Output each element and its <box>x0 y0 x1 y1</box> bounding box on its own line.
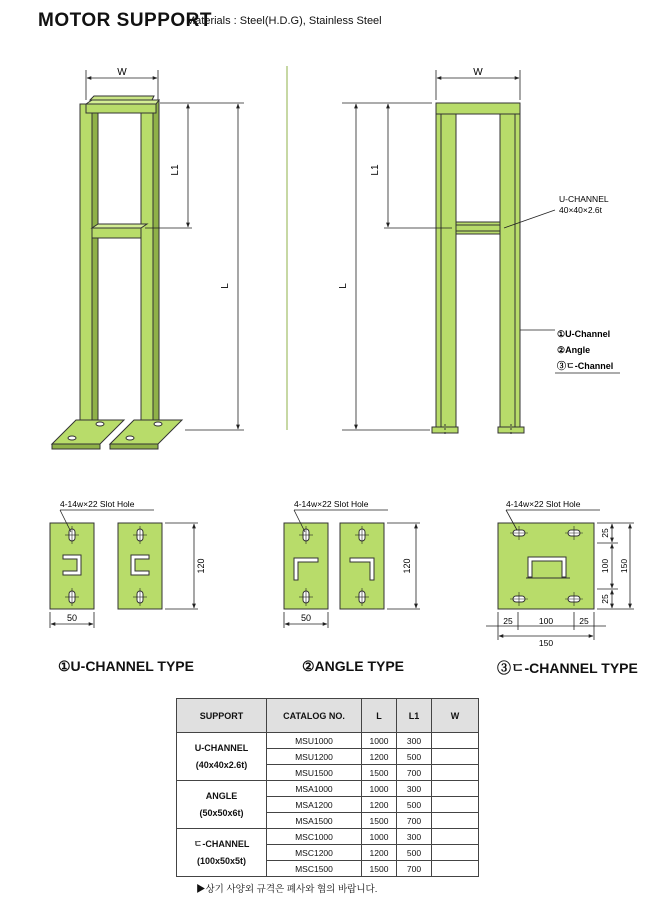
legend-item-2: ②Angle <box>557 345 591 355</box>
side-view <box>432 103 524 434</box>
cell-l1: 500 <box>397 797 432 813</box>
cell-l: 1500 <box>362 765 397 781</box>
group-spec: (40x40x2.6t) <box>195 759 248 770</box>
cell-l: 1200 <box>362 749 397 765</box>
group-name: ANGLE <box>205 790 238 801</box>
u-channel-detail <box>50 523 162 609</box>
footnote: ▶상기 사양외 규격은 폐사와 협의 바랍니다. <box>196 884 378 895</box>
page-title: MOTOR SUPPORT <box>38 10 212 31</box>
cell-catalog: MSU1500 <box>267 765 362 781</box>
c-dim-center: 100 <box>538 616 554 626</box>
angle-detail <box>284 523 384 609</box>
side-l1-label: L1 <box>370 164 381 176</box>
cell-catalog: MSU1000 <box>267 733 362 749</box>
front-view <box>52 96 182 449</box>
cell-l1: 500 <box>397 845 432 861</box>
cell-l1: 300 <box>397 781 432 797</box>
table-row <box>177 733 479 749</box>
cell-l1: 700 <box>397 765 432 781</box>
cell-l1: 300 <box>397 733 432 749</box>
table-header-row <box>177 699 479 733</box>
cell-l1: 700 <box>397 813 432 829</box>
materials-label: Materials : Steel(H.D.G), Stainless Steel <box>186 15 382 27</box>
catalog-table <box>176 698 479 877</box>
header-support: SUPPORT <box>177 699 267 733</box>
c-channel-type-title: ③ㄷ-CHANNEL TYPE <box>497 660 638 676</box>
u-height-dim: 120 <box>196 558 206 574</box>
cell-l: 1000 <box>362 829 397 845</box>
u-channel-callout-name: U-CHANNEL <box>559 194 609 204</box>
cell-l: 1000 <box>362 781 397 797</box>
group-spec: (100x50x5t) <box>196 855 247 866</box>
cell-l: 1500 <box>362 813 397 829</box>
cell-catalog: MSC1000 <box>267 829 362 845</box>
c-channel-detail <box>498 523 594 609</box>
cell-l: 1200 <box>362 845 397 861</box>
cell-w <box>432 733 479 749</box>
cell-w <box>432 749 479 765</box>
angle-width-dim: 50 <box>300 613 312 623</box>
angle-type-title: ②ANGLE TYPE <box>302 658 405 674</box>
header-l1: L1 <box>397 699 432 733</box>
group-angle <box>177 781 267 829</box>
front-w-label: W <box>117 67 127 78</box>
c-slot-hole-label: 4-14w×22 Slot Hole <box>506 499 581 509</box>
legend-item-1: ①U-Channel <box>557 329 611 339</box>
u-width-dim: 50 <box>66 613 78 623</box>
c-dim-top: 25 <box>600 528 610 538</box>
cell-catalog: MSA1500 <box>267 813 362 829</box>
cell-l: 1500 <box>362 861 397 877</box>
cell-w <box>432 797 479 813</box>
u-channel-type-title: ①U-CHANNEL TYPE <box>58 658 194 674</box>
cell-w <box>432 829 479 845</box>
c-dim-bottom: 25 <box>600 594 610 604</box>
cell-catalog: MSC1200 <box>267 845 362 861</box>
cell-l1: 700 <box>397 861 432 877</box>
c-dim-mid: 100 <box>600 558 610 574</box>
table-row <box>177 829 479 845</box>
front-l1-label: L1 <box>170 164 181 176</box>
cell-w <box>432 765 479 781</box>
cell-w <box>432 845 479 861</box>
header-catalog: CATALOG NO. <box>267 699 362 733</box>
group-c-channel <box>177 829 267 877</box>
u-slot-hole-label: 4-14w×22 Slot Hole <box>60 499 135 509</box>
c-dim-right: 25 <box>579 616 589 626</box>
angle-height-dim: 120 <box>402 558 412 574</box>
u-channel-callout-size: 40×40×2.6t <box>559 205 603 215</box>
cell-catalog: MSC1500 <box>267 861 362 877</box>
front-l-label: L <box>220 283 231 289</box>
cell-l: 1200 <box>362 797 397 813</box>
cell-l: 1000 <box>362 733 397 749</box>
c-dim-left: 25 <box>503 616 513 626</box>
group-name: ㄷ-CHANNEL <box>193 838 250 849</box>
cell-w <box>432 813 479 829</box>
side-w-label: W <box>473 67 483 78</box>
group-name: U-CHANNEL <box>194 742 249 753</box>
cell-l1: 300 <box>397 829 432 845</box>
c-dim-total-v: 150 <box>619 558 629 574</box>
header-l: L <box>362 699 397 733</box>
c-dim-total-h: 150 <box>538 638 554 648</box>
legend-item-3: ③ㄷ-Channel <box>557 361 614 371</box>
angle-slot-hole-label: 4-14w×22 Slot Hole <box>294 499 369 509</box>
table-row <box>177 781 479 797</box>
group-spec: (50x50x6t) <box>199 807 244 818</box>
header-w: W <box>432 699 479 733</box>
cell-catalog: MSA1200 <box>267 797 362 813</box>
group-u-channel <box>177 733 267 781</box>
cell-catalog: MSA1000 <box>267 781 362 797</box>
cell-catalog: MSU1200 <box>267 749 362 765</box>
cell-w <box>432 781 479 797</box>
side-l-label: L <box>338 283 349 289</box>
front-dimensions <box>86 70 244 430</box>
cell-w <box>432 861 479 877</box>
cell-l1: 500 <box>397 749 432 765</box>
